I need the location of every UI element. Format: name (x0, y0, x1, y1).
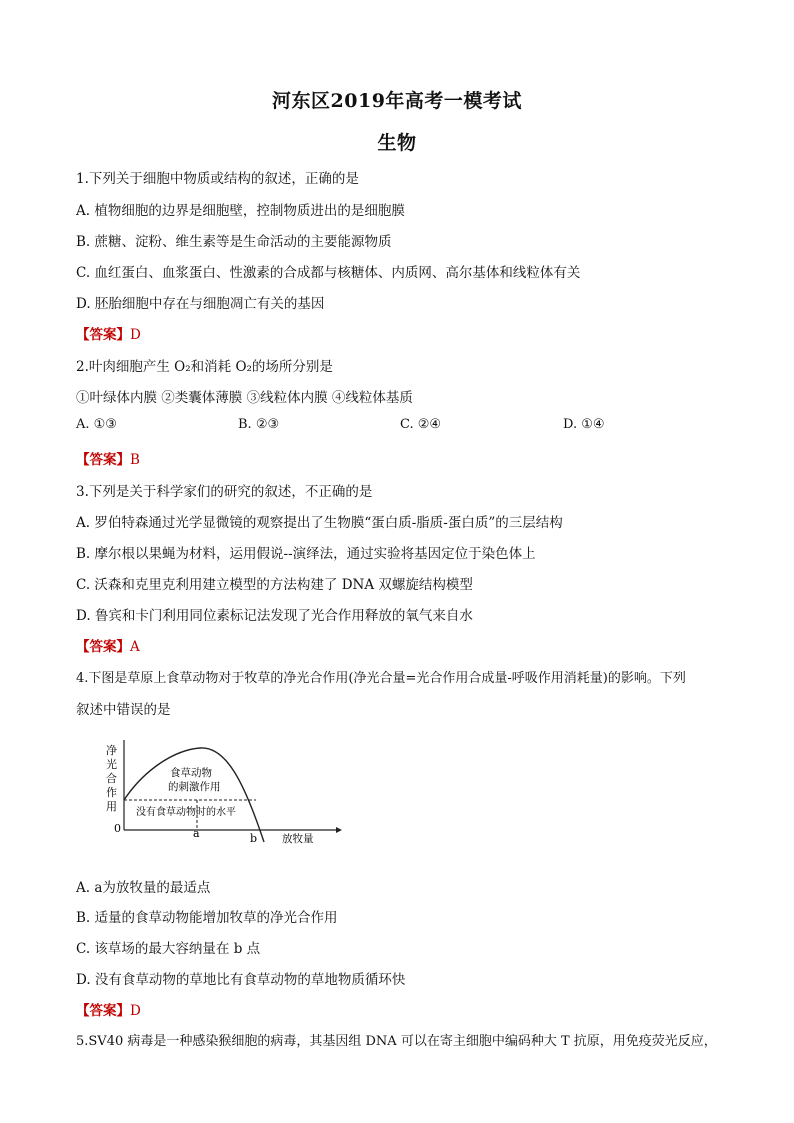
y-axis-label-char: 用 (106, 800, 117, 813)
curve-label-line1: 食草动物 (170, 767, 212, 779)
q2-option-c: C. ②④ (400, 417, 442, 432)
q3-option-b: B. 摩尔根以果蝇为材料，运用假说--演绎法，通过实验将基因定位于染色体上 (76, 546, 536, 562)
answer-value: B (130, 452, 140, 468)
answer-label: 【答案】 (76, 452, 130, 468)
exam-title: 河东区2019年高考一模考试 (272, 90, 522, 112)
y-axis-label-char: 净 (106, 744, 117, 757)
q4-option-d: D. 没有食草动物的草地比有食草动物的草地物质循环快 (76, 972, 406, 988)
q4-option-a: A. a为放牧量的最适点 (76, 880, 211, 896)
q4-option-c: C. 该草场的最大容纳量在 b 点 (76, 941, 261, 957)
q1-answer (76, 323, 141, 343)
answer-label: 【答案】 (76, 1003, 130, 1019)
q3-answer (76, 635, 140, 655)
q1-option-a: A. 植物细胞的边界是细胞壁，控制物质进出的是细胞膜 (76, 203, 405, 219)
q3-option-c: C. 沃森和克里克利用建立模型的方法构建了 DNA 双螺旋结构模型 (76, 577, 473, 593)
q2-option-b: B. ②③ (238, 417, 280, 432)
q2-option-d: D. ①④ (563, 417, 605, 432)
x-axis-label: 放牧量 (282, 833, 314, 845)
point-a-label: a (193, 827, 200, 840)
point-b-label: b (250, 832, 258, 845)
origin-label: 0 (114, 822, 121, 835)
question-2-stem: 2.叶肉细胞产生 O₂和消耗 O₂的场所分别是 (76, 359, 333, 375)
baseline-label: 没有食草动物时的水平 (136, 807, 236, 818)
question-4-stem-line2: 叙述中错误的是 (76, 702, 171, 718)
q1-option-b: B. 蔗糖、淀粉、维生素等是生命活动的主要能源物质 (76, 234, 392, 250)
q2-answer (76, 448, 140, 468)
q4-option-b: B. 适量的食草动物能增加牧草的净光合作用 (76, 910, 338, 926)
answer-value: D (130, 327, 141, 343)
answer-value: D (130, 1003, 141, 1019)
q1-option-d: D. 胚胎细胞中存在与细胞凋亡有关的基因 (76, 296, 325, 312)
q2-items: ①叶绿体内膜 ②类囊体薄膜 ③线粒体内膜 ④线粒体基质 (76, 390, 413, 406)
q3-option-d: D. 鲁宾和卡门利用同位素标记法发现了光合作用释放的氧气来自水 (76, 608, 473, 624)
question-3-stem: 3.下列是关于科学家们的研究的叙述，不正确的是 (76, 484, 373, 500)
answer-label: 【答案】 (76, 639, 130, 655)
y-axis-label-char: 作 (106, 786, 117, 799)
y-axis-label-char: 合 (106, 772, 117, 785)
subject-title: 生物 (377, 132, 417, 154)
y-axis-label-char: 光 (106, 758, 117, 771)
q3-option-a: A. 罗伯特森通过光学显微镜的观察提出了生物膜“蛋白质-脂质-蛋白质”的三层结构 (76, 515, 563, 531)
curve-label-line2: 的刺激作用 (168, 781, 221, 793)
q4-figure (104, 732, 344, 856)
q2-option-a: A. ①③ (76, 417, 117, 432)
x-axis-arrow (336, 827, 342, 833)
answer-label: 【答案】 (76, 327, 130, 343)
question-5-stem: 5.SV40 病毒是一种感染猴细胞的病毒，其基因组 DNA 可以在寄主细胞中编码种大 T 抗原，用免疫荧光反应， (76, 1034, 717, 1049)
q1-option-c: C. 血红蛋白、血浆蛋白、性激素的合成都与核糖体、内质网、高尔基体和线粒体有关 (76, 265, 581, 281)
question-4-stem-line1: 4.下图是草原上食草动物对于牧草的净光合作用(净光合量=光合作用合成量-呼吸作用消耗量)的影响。下列 (76, 671, 686, 686)
question-1-stem: 1.下列关于细胞中物质或结构的叙述，正确的是 (76, 171, 359, 187)
q4-answer (76, 999, 141, 1019)
answer-value: A (130, 639, 140, 655)
